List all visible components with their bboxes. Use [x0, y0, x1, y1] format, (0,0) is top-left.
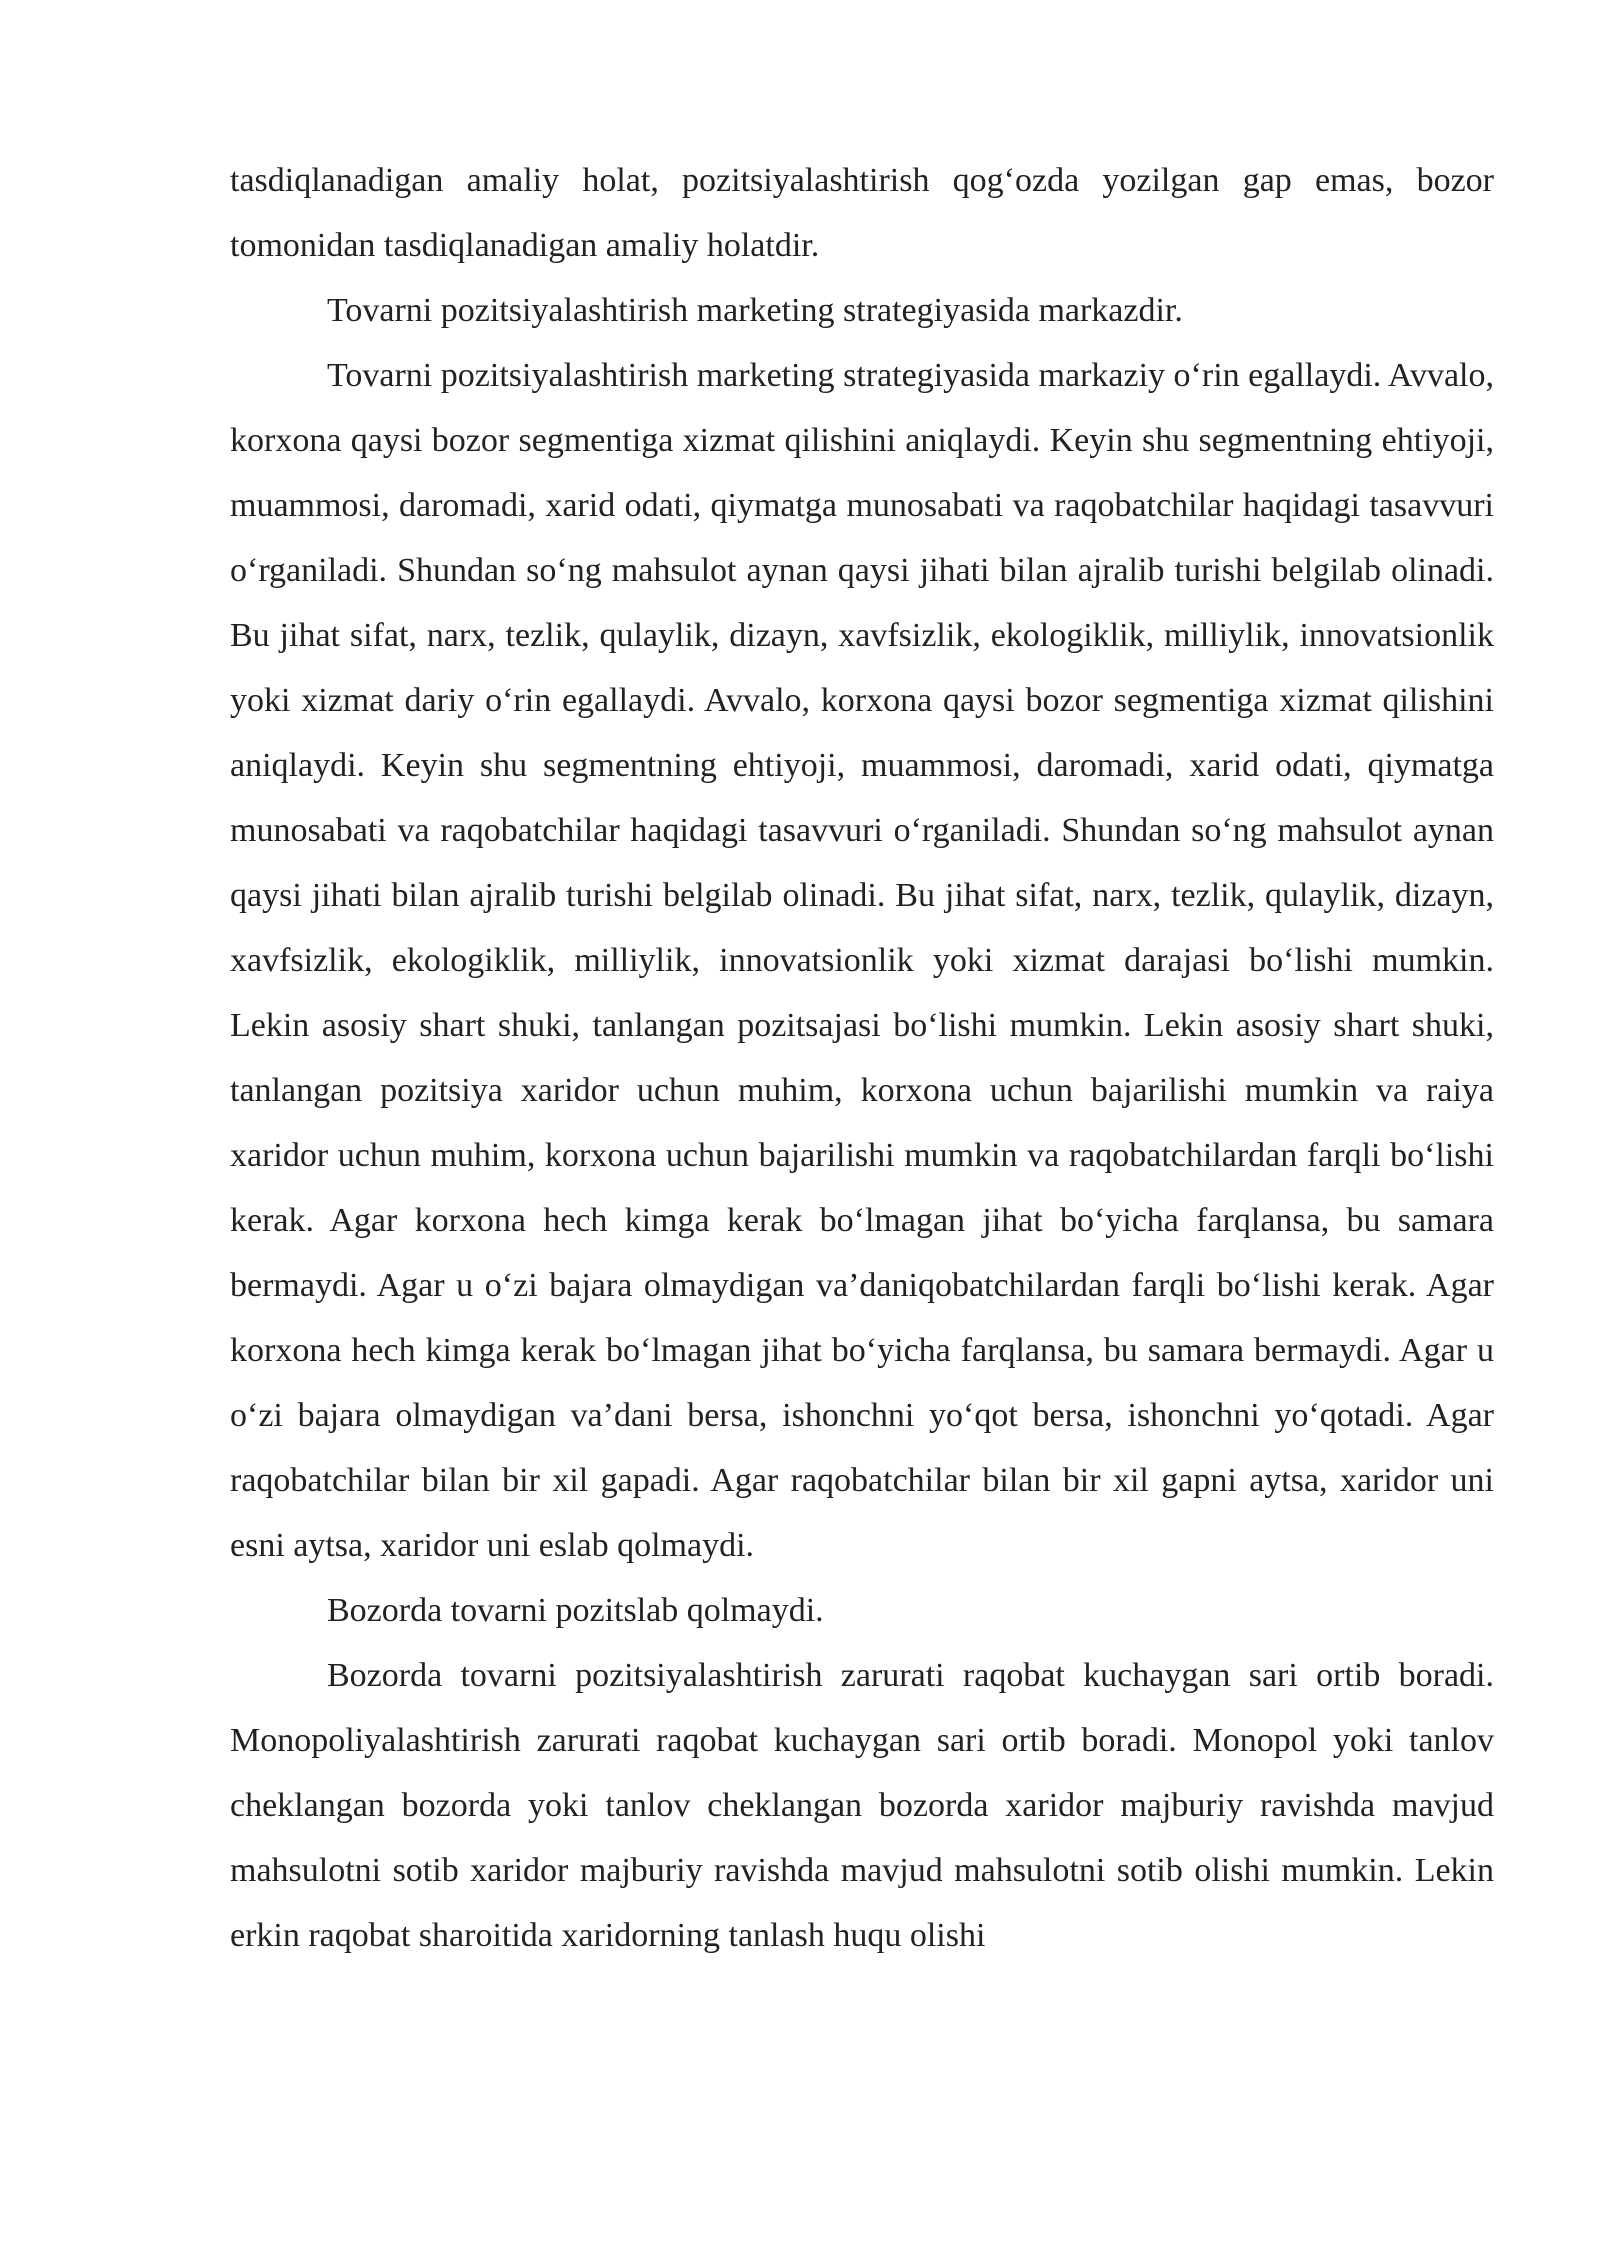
paragraph-1: tasdiqlanadigan amaliy holat, pozitsiyalashtirish qog‘ozda yozilgan gap emas, bozor tomonidan tasdiqlanadigan amaliy holatdir.	[230, 162, 1494, 264]
paragraph-4: Bozorda tovarni pozitslab qolmaydi.	[327, 1592, 824, 1629]
paragraph-5: Bozorda tovarni pozitsiyalashtirish zarurati raqobat kuchaygan sari ortib boradi. Monopoliyalashtirish zarurati raqobat kuchaygan sari ortib boradi. Monopol yoki tanlov cheklangan bozorda yoki tanlov cheklangan bozorda xaridor majburiy ravishda mavjud mahsulotni sotib xaridor majburiy ravishda mavjud mahsulotni sotib olishi mumkin. Lekin erkin raqobat sharoitida xaridorning tanlash huqu olishi	[230, 1657, 1494, 1954]
paragraph-3: Tovarni pozitsiyalashtirish marketing strategiyasida markaziy o‘rin egallaydi. Avvalo, korxona qaysi bozor segmentiga xizmat qilishini aniqlaydi. Keyin shu segmentning ehtiyoji, muammosi, daromadi, xarid odati, qiymatga munosabati va raqobatchilar haqidagi tasavvuri o‘rganiladi. Shundan so‘ng mahsulot aynan qaysi jihati bilan ajralib turishi belgilab olinadi. Bu jihat sifat, narx, tezlik, qulaylik, dizayn, xavfsizlik, ekologiklik, milliylik, innovatsionlik yoki xizmat dariy o‘rin egallaydi. Avvalo, korxona qaysi bozor segmentiga xizmat qilishini aniqlaydi. Keyin shu segmentning ehtiyoji, muammosi, daromadi, xarid odati, qiymatga munosabati va raqobatchilar haqidagi tasavvuri o‘rganiladi. Shundan so‘ng mahsulot aynan qaysi jihati bilan ajralib turishi belgilab olinadi. Bu jihat sifat, narx, tezlik, qulaylik, dizayn, xavfsizlik, ekologiklik, milliylik, innovatsionlik yoki xizmat darajasi bo‘lishi mumkin. Lekin asosiy shart shuki, tanlangan pozitsajasi bo‘lishi mumkin. Lekin asosiy shart shuki, tanlangan pozitsiya xaridor uchun muhim, korxona uchun bajarilishi mumkin va raiya xaridor uchun muhim, korxona uchun bajarilishi mumkin va raqobatchilardan farqli bo‘lishi kerak. Agar korxona hech kimga kerak bo‘lmagan jihat bo‘yicha farqlansa, bu samara bermaydi. Agar u o‘zi bajara olmaydigan va’daniqobatchilardan farqli bo‘lishi kerak. Agar korxona hech kimga kerak bo‘lmagan jihat bo‘yicha farqlansa, bu samara bermaydi. Agar u o‘zi bajara olmaydigan va’dani bersa, ishonchni yo‘qot bersa, ishonchni yo‘qotadi. Agar raqobatchilar bilan bir xil gapadi. Agar raqobatchilar bilan bir xil gapni aytsa, xaridor uni esni aytsa, xaridor uni eslab qolmaydi.	[230, 357, 1494, 1564]
document-page	[230, 148, 1494, 1968]
paragraph-2: Tovarni pozitsiyalashtirish marketing strategiyasida markazdir.	[327, 292, 1183, 329]
